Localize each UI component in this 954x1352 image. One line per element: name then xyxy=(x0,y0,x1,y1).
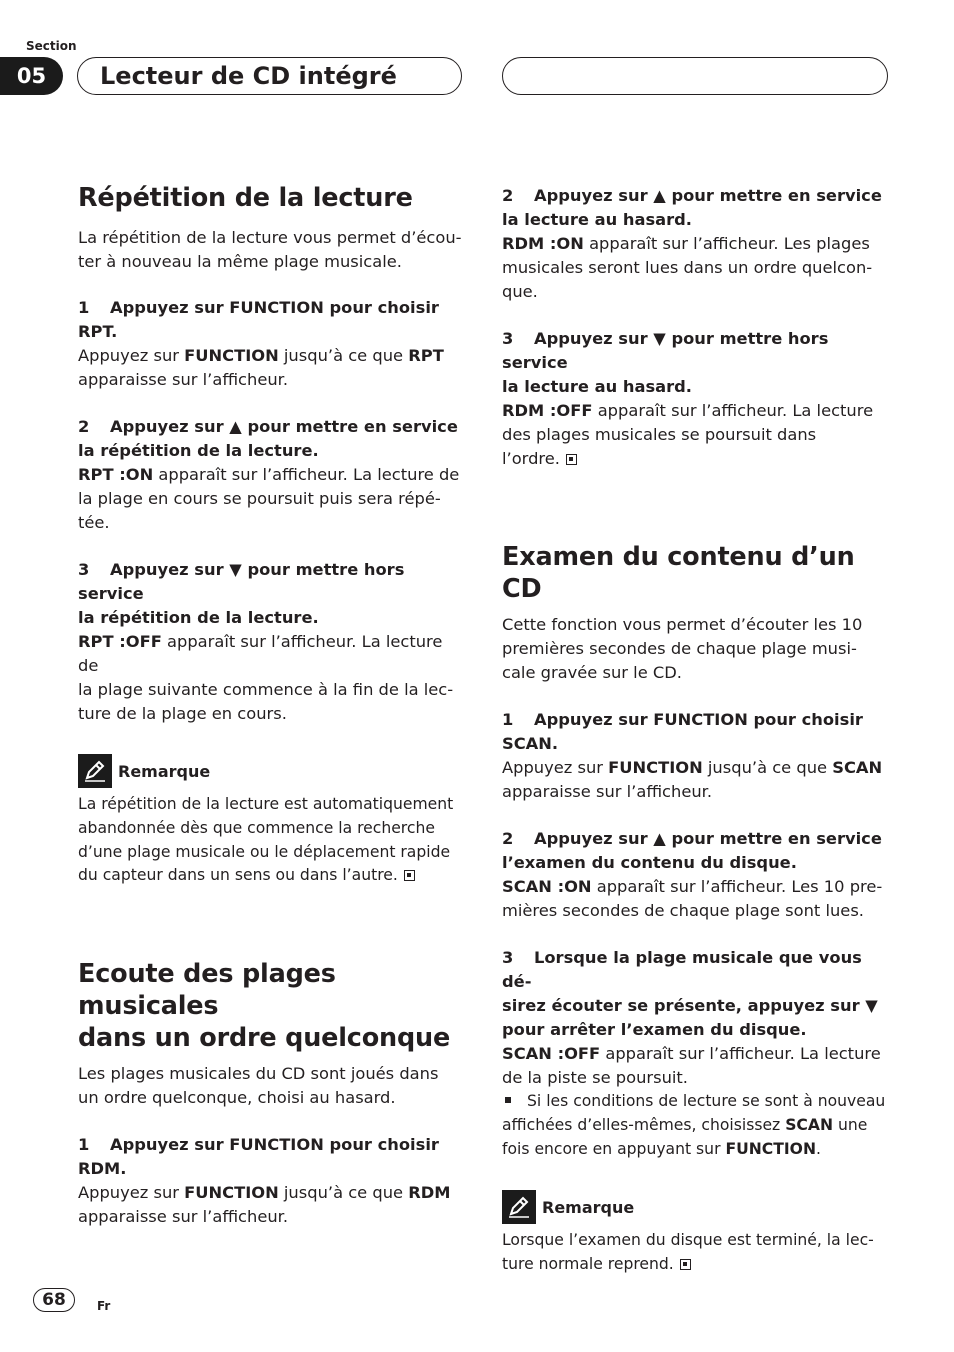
step-body: de la piste se poursuit. xyxy=(502,1068,688,1087)
bold-term: SCAN :OFF xyxy=(502,1044,601,1063)
step-body: tée. xyxy=(78,513,110,532)
text: apparaît sur l’afficheur. Les plages xyxy=(583,234,870,253)
step-heading xyxy=(502,827,888,851)
step-text: Appuyez sur FUNCTION pour choisir xyxy=(110,298,439,317)
left-column xyxy=(78,182,464,1229)
step-number: 3 xyxy=(78,560,90,579)
text: apparaît sur l’afficheur. La lecture de xyxy=(153,465,460,484)
bold-term: SCAN :ON xyxy=(502,877,592,896)
step-heading-cont: sirez écouter se présente, appuyez sur ▼ xyxy=(502,996,878,1015)
text: apparaît sur l’afficheur. La lecture xyxy=(592,401,874,420)
step-heading-cont: la répétition de la lecture. xyxy=(78,608,319,627)
note-text: d’une plage musicale ou le déplacement rapide xyxy=(78,842,451,861)
section-title-repetition: Répétition de la lecture xyxy=(78,183,413,213)
step-body xyxy=(502,875,888,899)
bullet-line xyxy=(502,1138,888,1162)
step-body xyxy=(502,447,888,471)
step-heading xyxy=(502,946,888,994)
note-text xyxy=(502,1253,888,1277)
step-body: la plage suivante commence à la fin de la lec- xyxy=(78,680,454,699)
step-text: Appuyez sur ▼ pour mettre hors service xyxy=(78,560,405,603)
step-heading xyxy=(78,415,464,439)
text: Appuyez sur xyxy=(502,758,609,777)
bullet-square-icon xyxy=(505,1097,511,1103)
step-heading xyxy=(502,184,888,208)
step-text: Appuyez sur ▲ pour mettre en service xyxy=(534,186,882,205)
chapter-title xyxy=(77,57,462,95)
step-body: apparaisse sur l’afficheur. xyxy=(78,370,289,389)
step-number: 3 xyxy=(502,948,514,967)
step-body xyxy=(502,756,888,780)
note-text: La répétition de la lecture est automatiquement xyxy=(78,795,454,813)
bold-term: SCAN xyxy=(832,758,883,777)
text: jusqu’à ce que xyxy=(278,1183,409,1203)
step-number: 1 xyxy=(502,710,514,729)
note-text xyxy=(78,864,464,888)
step-text: Lorsque la plage musicale que vous dé- xyxy=(502,948,862,991)
intro-line: cale gravée sur le CD. xyxy=(502,663,682,682)
bold-term: RDM :OFF xyxy=(502,401,593,420)
step-number: 1 xyxy=(78,1135,90,1155)
end-mark-icon xyxy=(404,870,415,881)
step-body xyxy=(502,399,888,423)
bold-term: RPT :ON xyxy=(78,465,154,484)
bold-term: RPT xyxy=(408,346,444,365)
bold-term: RPT :OFF xyxy=(78,632,162,651)
end-mark-icon xyxy=(680,1259,691,1270)
note-text: Lorsque l’examen du disque est terminé, la lec- xyxy=(502,1231,874,1250)
text: apparaît sur l’afficheur. Les 10 pre- xyxy=(591,877,883,896)
step-text: Appuyez sur FUNCTION pour choisir xyxy=(110,1135,439,1155)
note-pencil-icon xyxy=(502,1190,536,1224)
end-mark-icon xyxy=(566,454,577,465)
text: apparaît sur l’afficheur. La lecture xyxy=(600,1044,881,1063)
note-header xyxy=(502,1190,888,1224)
text: jusqu’à ce que xyxy=(702,758,833,777)
step-number: 2 xyxy=(502,186,514,205)
step-heading-cont: RPT. xyxy=(78,322,118,341)
bold-term: FUNCTION xyxy=(725,1139,816,1158)
section-title-scan: Examen du contenu d’un CD xyxy=(502,542,855,604)
text: jusqu’à ce que xyxy=(278,346,409,365)
step-heading-cont: l’examen du contenu du disque. xyxy=(502,853,797,872)
chapter-title-text: Lecteur de CD intégré xyxy=(100,62,397,90)
step-heading xyxy=(78,1133,464,1157)
page-number: 68 xyxy=(33,1288,75,1312)
intro-line: Les plages musicales du CD sont joués dans xyxy=(78,1064,439,1084)
step-heading xyxy=(502,327,888,375)
step-body: ture de la plage en cours. xyxy=(78,704,287,723)
text: fois encore en appuyant sur xyxy=(502,1139,726,1158)
step-heading-cont: RDM. xyxy=(78,1159,127,1179)
note-text: abandonnée dès que commence la recherche xyxy=(78,818,435,837)
text: . xyxy=(816,1139,821,1158)
step-heading-cont: la répétition de la lecture. xyxy=(78,441,319,460)
note-pencil-icon xyxy=(78,754,112,788)
text: Si les conditions de lecture se sont à nouveau xyxy=(527,1092,886,1110)
bullet-line xyxy=(502,1114,888,1138)
intro-line: premières secondes de chaque plage musi- xyxy=(502,639,857,658)
note-label: Remarque xyxy=(118,761,211,781)
section-title-random: Ecoute des plages musicales xyxy=(78,959,336,1022)
text: du capteur dans un sens ou dans l’autre. xyxy=(78,866,398,885)
bold-term: FUNCTION xyxy=(608,758,703,777)
step-body: des plages musicales se poursuit dans xyxy=(502,425,817,444)
step-number: 2 xyxy=(502,829,514,848)
step-heading xyxy=(502,708,888,732)
step-body xyxy=(502,232,888,256)
section-number-badge: 05 xyxy=(0,57,63,95)
step-body xyxy=(78,344,464,368)
bold-term: FUNCTION xyxy=(184,346,279,365)
text: affichées d’elles-mêmes, choisissez xyxy=(502,1115,786,1134)
header-empty-pill xyxy=(502,57,888,95)
step-number: 1 xyxy=(78,298,90,317)
bold-term: FUNCTION xyxy=(184,1183,279,1203)
text: Appuyez sur xyxy=(78,1183,185,1203)
step-heading-cont: pour arrêter l’examen du disque. xyxy=(502,1020,807,1039)
step-number: 3 xyxy=(502,329,514,348)
note-header xyxy=(78,754,464,788)
step-body: apparaisse sur l’afficheur. xyxy=(78,1207,289,1227)
text: une xyxy=(833,1115,868,1134)
step-heading xyxy=(78,558,464,606)
intro-line: Cette fonction vous permet d’écouter les 10 xyxy=(502,615,863,634)
step-text: Appuyez sur FUNCTION pour choisir xyxy=(534,710,863,729)
bullet-line xyxy=(502,1090,888,1114)
step-heading-cont: la lecture au hasard. xyxy=(502,377,692,396)
step-body: mières secondes de chaque plage sont lues. xyxy=(502,901,864,920)
text: ture normale reprend. xyxy=(502,1255,674,1274)
section-title-random-cont: dans un ordre quelconque xyxy=(78,1023,451,1054)
step-body xyxy=(78,463,464,487)
step-text: Appuyez sur ▲ pour mettre en service xyxy=(110,417,458,436)
step-body: apparaisse sur l’afficheur. xyxy=(502,782,713,801)
step-heading-cont: SCAN. xyxy=(502,734,559,753)
step-body: musicales seront lues dans un ordre quelcon- xyxy=(502,258,873,277)
note-label: Remarque xyxy=(542,1197,635,1217)
step-body xyxy=(502,1042,888,1066)
step-body xyxy=(78,1181,464,1205)
step-heading xyxy=(78,296,464,320)
step-body: la plage en cours se poursuit puis sera répé- xyxy=(78,489,441,508)
step-body: que. xyxy=(502,282,538,301)
text: apparaît sur l’afficheur. La lecture de xyxy=(78,632,443,675)
right-column xyxy=(502,184,888,1277)
intro-line: La répétition de la lecture vous permet d’écou- xyxy=(78,228,462,247)
step-number: 2 xyxy=(78,417,90,436)
step-body xyxy=(78,630,464,678)
text: Appuyez sur xyxy=(78,346,185,365)
section-label: Section xyxy=(26,39,77,53)
intro-line: ter à nouveau la même plage musicale. xyxy=(78,252,402,271)
step-text: Appuyez sur ▲ pour mettre en service xyxy=(534,829,882,848)
step-heading-cont: la lecture au hasard. xyxy=(502,210,692,229)
intro-line: un ordre quelconque, choisi au hasard. xyxy=(78,1088,396,1108)
bold-term: SCAN xyxy=(785,1115,833,1134)
bold-term: RDM :ON xyxy=(502,234,584,253)
bold-term: RDM xyxy=(408,1183,451,1203)
language-code: Fr xyxy=(97,1299,111,1313)
step-text: Appuyez sur ▼ pour mettre hors service xyxy=(502,329,829,372)
text: l’ordre. xyxy=(502,449,560,468)
